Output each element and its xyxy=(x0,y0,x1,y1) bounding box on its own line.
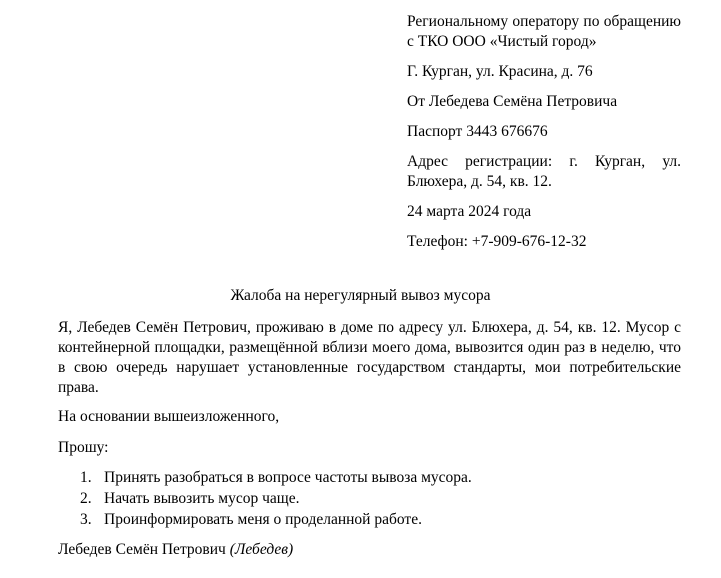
complaint-text: Я, Лебедев Семён Петрович, проживаю в доме по адресу ул. Блюхера, д. 54, кв. 12. Мусор с контейнерной площадки, размещённой вблизи моего дома, вывозится один раз в неделю, что в свою очередь нарушает установленные государством стандарты, мои потребительские права. xyxy=(58,319,681,396)
list-item xyxy=(80,468,472,488)
request-list xyxy=(80,468,472,531)
signature-line xyxy=(58,540,293,560)
complaint-body xyxy=(58,318,681,398)
sender-passport: Паспорт 3443 676676 xyxy=(407,123,548,140)
list-item-text: Проинформировать меня о проделанной работе. xyxy=(104,511,422,528)
list-item-text: Начать вывозить мусор чаще. xyxy=(104,490,300,507)
sender-name: От Лебедева Семёна Петровича xyxy=(407,93,618,110)
basis-text: На основании вышеизложенного, xyxy=(58,408,280,425)
list-item-text: Принять разобраться в вопросе частоты вывоза мусора. xyxy=(104,469,472,486)
list-item-number: 2. xyxy=(80,490,92,507)
recipient-address: Г. Курган, ул. Красина, д. 76 xyxy=(407,63,593,80)
request-label: Прошу: xyxy=(58,439,109,456)
document-title: Жалоба на нерегулярный вывоз мусора xyxy=(230,287,491,304)
list-item-number: 3. xyxy=(80,511,92,528)
list-item xyxy=(80,489,472,509)
sender-phone: Телефон: +7-909-676-12-32 xyxy=(407,233,587,250)
recipient-name: Региональному оператору по обращению с ТКО ООО «Чистый город» xyxy=(407,13,681,50)
signature-mark: (Лебедев) xyxy=(229,541,294,558)
recipient-block xyxy=(407,12,681,262)
signature-name: Лебедев Семён Петрович xyxy=(58,541,226,558)
list-item xyxy=(80,510,472,530)
sender-registration: Адрес регистрации: г. Курган, ул. Блюхера, д. 54, кв. 12. xyxy=(407,153,681,190)
document-date: 24 марта 2024 года xyxy=(407,203,532,220)
list-item-number: 1. xyxy=(80,469,92,486)
